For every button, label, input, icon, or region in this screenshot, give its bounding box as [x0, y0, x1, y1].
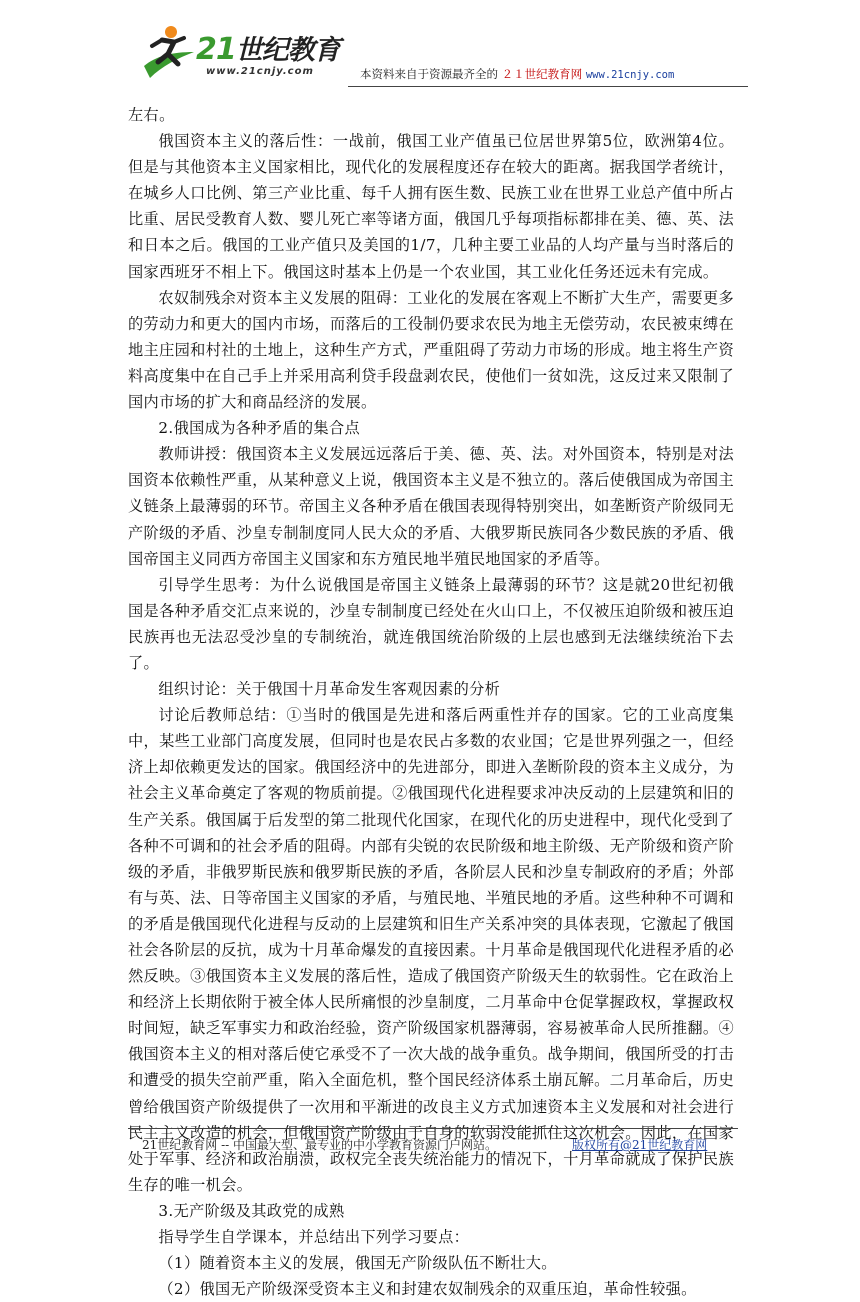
paragraph: 组织讨论：关于俄国十月革命发生客观因素的分析 [158, 680, 501, 699]
logo-chinese: 世纪教育 [235, 35, 340, 66]
section-heading: 3.无产阶级及其政党的成熟 [158, 1201, 345, 1220]
header-note-prefix: 本资料来自于资源最齐全的 [360, 67, 498, 81]
document-body [128, 102, 734, 1302]
section-heading: 2.俄国成为各种矛盾的集合点 [158, 419, 361, 438]
header-site-name[interactable]: ２１世纪教育网 [501, 67, 583, 81]
list-item: （2）俄国无产阶级深受资本主义和封建农奴制残余的双重压迫，革命性较强。 [158, 1280, 697, 1299]
paragraph: 教师讲授：俄国资本主义发展远远落后于美、德、英、法。对外国资本，特别是对法国资本依赖性严重，从某种意义上说，俄国资本主义是不独立的。落后使俄国成为帝国主义链条上最薄弱的环节。帝国主义各种矛盾在俄国表现得特别突出，如垄断资产阶级同无产阶级的矛盾、沙皇专制制度同人民大众的矛盾、大俄罗斯民族同各少数民族的矛盾、俄国帝国主义同西方帝国主义国家和东方殖民地半殖民地国家的矛盾等。 [128, 445, 734, 568]
paragraph: 讨论后教师总结：①当时的俄国是先进和落后两重性并存的国家。它的工业高度集中，某些工业部门高度发展，但同时也是农民占多数的农业国；它是世界列强之一，但经济上却依赖更发达的国家。俄国经济中的先进部分，即进入垄断阶段的资本主义成分，为社会主义革命奠定了客观的物质前提。②俄国现代化进程要求冲决反动的上层建筑和旧的生产关系。俄国属于后发型的第二批现代化国家，在现代化的历史进程中，现代化受到了各种不可调和的社会矛盾的阻碍。内部有尖锐的农民阶级和地主阶级、无产阶级和资产阶级的矛盾，非俄罗斯民族和俄罗斯民族的矛盾，各阶层人民和沙皇专制政府的矛盾；外部有与英、法、日等帝国主义国家的矛盾，与殖民地、半殖民地的矛盾。这些种种不可调和的矛盾是俄国现代化进程与反动的上层建筑和旧生产关系冲突的具体表现，它激起了俄国社会各阶层的反抗，成为十月革命爆发的直接因素。十月革命是俄国现代化进程矛盾的必然反映。③俄国资本主义发展的落后性，造成了俄国资产阶级天生的软弱性。它在政治上和经济上长期依附于被全体人民所痛恨的沙皇制度，二月革命中仓促掌握政权，掌握政权时间短，缺乏军事实力和政治经验，资产阶级国家机器薄弱，容易被革命人民所推翻。④俄国资本主义的相对落后使它承受不了一次大战的战争重负。战争期间，俄国所受的打击和遭受的损失空前严重，陷入全面危机，整个国民经济体系土崩瓦解。二月革命后，历史曾给俄国资产阶级提供了一次用和平渐进的改良主义方式加速资本主义发展和对社会进行民主主义改造的机会，但俄国资产阶级由于自身的软弱没能抓住这次机会。因此，在国家处于军事、经济和政治崩溃，政权完全丧失统治能力的情况下，十月革命就成了保护民族生存的唯一机会。 [128, 706, 734, 1194]
paragraph: 指导学生自学课本，并总结出下列学习要点： [158, 1228, 470, 1247]
paragraph: 引导学生思考：为什么说俄国是帝国主义链条上最薄弱的环节？这是就20世纪初俄国是各种矛盾交汇点来说的，沙皇专制制度已经处在火山口上，不仅被压迫阶级和被压迫民族再也无法忍受沙皇的专制统治，就连俄国统治阶级的上层也感到无法继续统治下去了。 [128, 575, 734, 672]
footer-text: 21世纪教育网 -- 中国最大型、最专业的中小学教育资源门户网站。 [142, 1138, 498, 1152]
paragraph: 俄国资本主义的落后性：一战前，俄国工业产值虽已位居世界第5位，欧洲第4位。但是与其他资本主义国家相比，现代化的发展程度还存在较大的距离。据我国学者统计，在城乡人口比例、第三产业比重、每千人拥有医生数、民族工业在世界工业总产值中所占比重、居民受教育人数、婴儿死亡率等诸方面，俄国几乎每项指标都排在美、德、英、法和日本之后。俄国的工业产值只及美国的1/7，几种主要工业品的人均产量与当时落后的国家西班牙不相上下。俄国这时基本上仍是一个农业国，其工业化任务还远未有完成。 [128, 132, 734, 281]
running-person-logo-icon [138, 22, 198, 82]
paragraph: 农奴制残余对资本主义发展的阻碍：工业化的发展在客观上不断扩大生产，需要更多的劳动力和更大的国内市场，而落后的工役制仍要求农民为地主无偿劳动，农民被束缚在地主庄园和村社的土地上，这种生产方式，严重阻碍了劳动力市场的形成。地主将生产资料高度集中在自己手上并采用高利贷手段盘剥农民，使他们一贫如洗，这反过来又限制了国内市场的扩大和商品经济的发展。 [128, 288, 734, 412]
logo-url: www.21cnjy.com [206, 66, 314, 77]
page-header [128, 18, 748, 90]
logo-wordmark [196, 28, 340, 67]
page-footer [142, 1136, 742, 1153]
header-note [360, 66, 674, 82]
logo-number: 21 [196, 32, 236, 67]
header-site-url[interactable]: www.21cnjy.com [585, 69, 675, 81]
footer-copyright-link[interactable]: 版权所有@21世纪教育网 [572, 1138, 708, 1152]
site-logo[interactable] [138, 22, 368, 86]
footer-divider [128, 1128, 738, 1129]
list-item: （1）随着资本主义的发展，俄国无产阶级队伍不断壮大。 [158, 1254, 557, 1273]
paragraph-continuation: 左右。 [128, 106, 175, 124]
header-divider [348, 86, 748, 87]
